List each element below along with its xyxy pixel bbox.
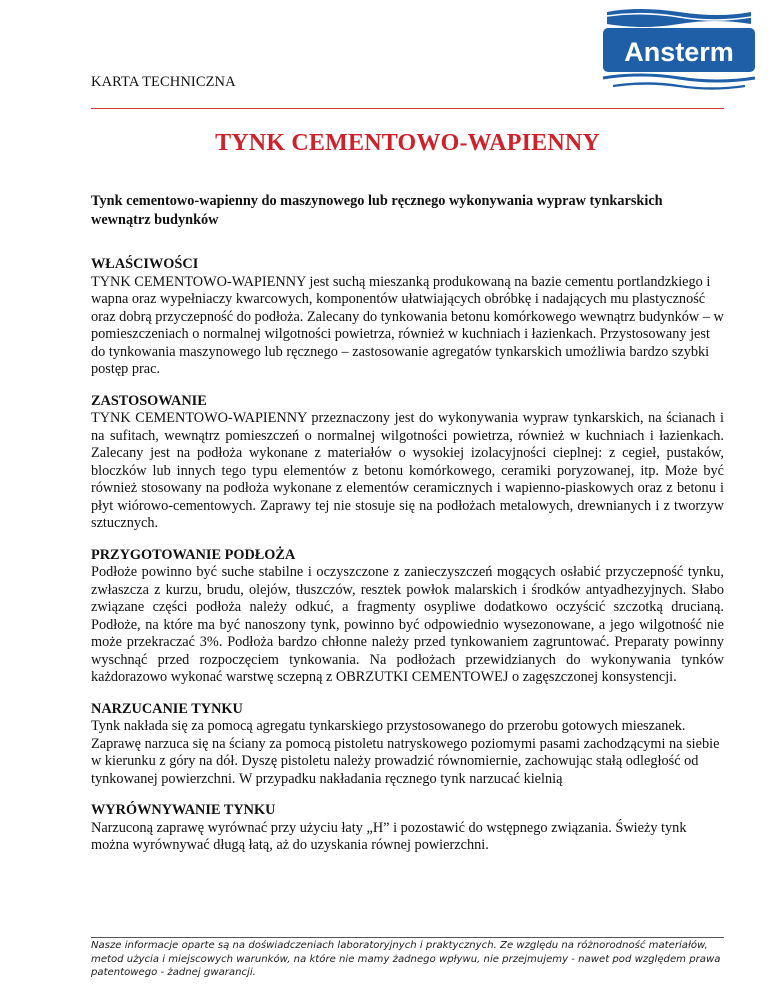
section-heading: ZASTOSOWANIE: [91, 392, 207, 409]
section-body: TYNK CEMENTOWO-WAPIENNY jest suchą mieszanką produkowaną na bazie cementu portlandzkiego i wapna oraz wypełniaczy kwarcowych, komponentów ułatwiających obróbkę i nadających mu plastyczność oraz dobrą przyczepność do podłoża. Zalecany do tynkowania betonu komórkowego wewnątrz budynków – w pomieszczeniach o normalnej wilgotności powietrza, również w kuchniach i łazienkach. Przystosowany jest do tynkowania maszynowego lub ręcznego – zastosowanie agregatów tynkarskich umożliwia bardzo szybki postęp prac.: [91, 273, 724, 377]
section-heading: WŁAŚCIWOŚCI: [91, 256, 199, 272]
section-body: Tynk nakłada się za pomocą agregatu tynkarskiego przystosowanego do przerobu gotowych mieszanek. Zaprawę narzuca się na ściany za pomocą pistoletu natryskowego poziomymi pasami zachodzącymi na siebie w kierunku z góry na dół. Dyszę pistoletu należy prowadzić równomiernie, zachowując stałą odległość od tynkowanej powierzchni. W przypadku nakładania ręcznego tynk narzucać kielnią: [91, 718, 720, 787]
ansterm-logo: [599, 2, 759, 96]
footer-disclaimer: Nasze informacje oparte są na doświadczeniach laboratoryjnych i praktycznych. Ze względu na różnorodność materiałów, metod użycia i miejscowych warunków, na które nie mamy żadnego wpływu, nie przejmujemy - nawet pod względem prawa patentowego - żadnej gwarancji.: [91, 940, 721, 978]
section-plaster-application: [91, 701, 724, 789]
section-properties: [91, 256, 724, 379]
section-body: Narzuconą zaprawę wyrównać przy użyciu łaty „H” i pozostawić do wstępnego związania. Świeży tynk można wyrównywać długą łatą, aż do uzyskania równej powierzchni.: [91, 819, 687, 853]
section-body: TYNK CEMENTOWO-WAPIENNY przeznaczony jest do wykonywania wypraw tynkarskich, na ścianach i na sufitach, wewnątrz pomieszczeń o normalnej wilgotności powietrza, również w kuchniach i łazienkach. Zalecany jest na podłoża wykonane z materiałów o wysokiej izolacyjności cieplnej: z cegieł, pustaków, bloczków lub innych tego typu elementów z betonu komórkowego, ceramiki poryzowanej, itp. Może być również stosowany na podłoża wykonane z elementów ceramicznych i wapienno-piaskowych oraz z betonu i płyt wiórowo-cementowych. Zaprawy tej nie stosuje się na podłożach metalowych, drewnianych i z tworzyw sztucznych.: [91, 410, 724, 531]
section-heading: PRZYGOTOWANIE PODŁOŻA: [91, 546, 296, 563]
header-label: KARTA TECHNICZNA: [91, 74, 236, 90]
header-divider: [91, 108, 724, 109]
footer-divider: [91, 937, 724, 938]
section-plaster-leveling: [91, 802, 724, 855]
svg-text:Ansterm: Ansterm: [624, 37, 734, 67]
section-heading: WYRÓWNYWANIE TYNKU: [91, 802, 276, 818]
section-substrate-preparation: [91, 547, 724, 687]
section-application: [91, 393, 724, 533]
sections-container: [91, 256, 724, 869]
document-title: TYNK CEMENTOWO-WAPIENNY: [215, 130, 600, 156]
intro-text: Tynk cementowo-wapienny do maszynowego lub ręcznego wykonywania wypraw tynkarskich wewnątrz budynków: [91, 193, 663, 228]
section-heading: NARZUCANIE TYNKU: [91, 700, 243, 717]
section-body: Podłoże powinno być suche stabilne i oczyszczone z zanieczyszczeń mogących osłabić przyczepność tynku, zwłaszcza z kurzu, brudu, olejów, tłuszczów, resztek powłok malarskich i środków antyadhezyjnych. Słabo związane części podłoża należy odkuć, a fragmenty osypliwe dodatkowo oczyścić szczotką drucianą. Podłoże, na które ma być nanoszony tynk, powinno być odpowiednio wysezonowane, a jego wilgotność nie może przekraczać 3%. Podłoża bardzo chłonne należy przed tynkowaniem zagruntować. Preparaty powinny wyschnąć przed rozpoczęciem tynkowania. Na podłożach przewidzianych do wykonywania tynków każdorazowo wykonać warstwę sczepną z OBRZUTKI CEMENTOWEJ o zagęszczonej konsystencji.: [91, 564, 724, 685]
